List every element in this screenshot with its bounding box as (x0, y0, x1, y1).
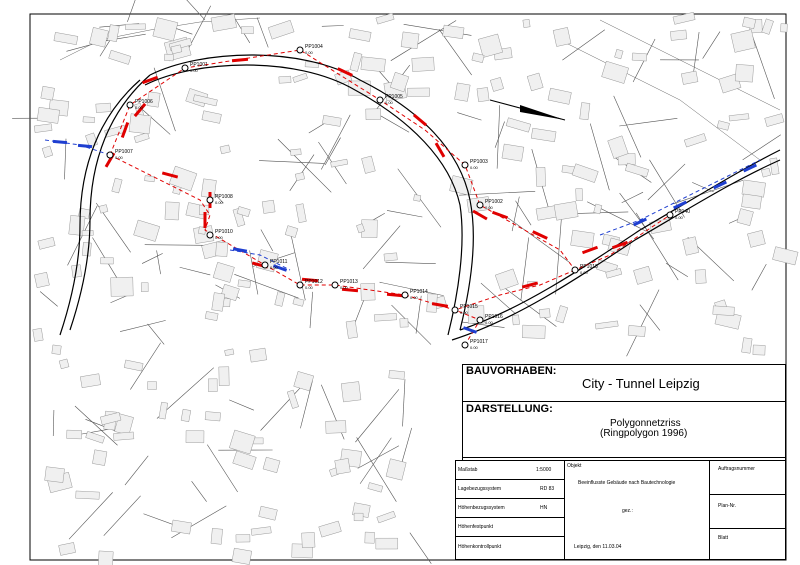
building (145, 176, 155, 182)
station-sub: 0.00 (115, 155, 123, 160)
building (539, 309, 550, 318)
building (262, 200, 275, 213)
building (512, 315, 519, 325)
building (361, 57, 386, 72)
building (82, 242, 91, 256)
building (279, 76, 291, 83)
building (753, 345, 765, 355)
station-sub: 0.00 (460, 310, 468, 315)
station-label: PP140 (675, 209, 691, 215)
blatt-label: Blatt (718, 535, 729, 541)
station-circle (477, 202, 483, 208)
station-circle (207, 197, 213, 203)
building (232, 548, 252, 564)
building (384, 253, 397, 261)
building (523, 19, 530, 27)
building (376, 538, 398, 549)
building (361, 283, 375, 300)
station-sub: 0.00 (215, 200, 223, 205)
station-label: PP1002 (485, 199, 503, 205)
station-sub: 0.00 (410, 295, 418, 300)
building (45, 467, 65, 483)
building (389, 370, 405, 379)
building (141, 283, 148, 292)
hoehen-value: HN (540, 505, 548, 511)
building (129, 114, 151, 134)
station-label: PP1011 (270, 259, 288, 265)
station-label: PP1018 (580, 264, 598, 270)
building (713, 306, 735, 316)
station-sub: 0.00 (215, 235, 223, 240)
building (735, 64, 753, 82)
station-sub: 0.00 (340, 285, 348, 290)
building (186, 431, 204, 443)
building (302, 532, 315, 547)
building (125, 24, 145, 30)
station-label: PP1013 (340, 279, 358, 285)
building (632, 53, 647, 61)
building (781, 24, 788, 32)
building (165, 202, 179, 220)
building (52, 345, 62, 355)
station-label: PP1003 (470, 159, 488, 165)
station-label: PP1001 (190, 62, 208, 68)
building (113, 432, 133, 441)
objekt-value: Beeinflusste Gebäude nach Bautechnologie (578, 480, 676, 486)
building (236, 534, 250, 542)
station-label: PP1007 (115, 149, 133, 155)
station-sub: 0.00 (135, 105, 143, 110)
station-circle (297, 47, 303, 53)
building (82, 230, 93, 235)
building (553, 27, 571, 46)
station-circle (462, 162, 468, 168)
building (290, 149, 301, 156)
bauvorhaben-label: BAUVORHABEN: (466, 365, 557, 377)
building (412, 57, 435, 72)
building (401, 32, 419, 49)
station-label: PP1008 (215, 194, 233, 200)
station-circle (207, 232, 213, 238)
building (99, 205, 108, 214)
building (695, 269, 706, 283)
station-label: PP1016 (485, 314, 503, 320)
building (374, 313, 397, 321)
building (670, 30, 687, 41)
building (205, 412, 221, 422)
building (33, 328, 43, 341)
building (34, 272, 49, 287)
darstellung-line1: Polygonnetzriss (610, 418, 681, 429)
building (92, 450, 107, 466)
station-label: PP1014 (410, 289, 428, 295)
station-circle (667, 212, 673, 218)
station-label: PP1015 (460, 304, 478, 310)
building (742, 194, 762, 209)
building (455, 83, 471, 102)
station-circle (297, 282, 303, 288)
building (522, 325, 545, 338)
building (147, 382, 156, 390)
station-circle (127, 102, 133, 108)
building (502, 144, 524, 161)
building (212, 293, 225, 312)
building (335, 458, 351, 474)
lage-value: RD 83 (540, 486, 555, 492)
station-circle (107, 152, 113, 158)
station-circle (332, 282, 338, 288)
building (216, 242, 228, 257)
building (366, 109, 381, 120)
station-circle (262, 262, 268, 268)
building (111, 277, 134, 296)
ort-datum: Leipzig, den 11.03.04 (574, 544, 622, 550)
building (365, 532, 375, 543)
darstellung-line2: (Ringpolygon 1996) (600, 428, 688, 439)
building (554, 201, 578, 220)
building (83, 117, 95, 123)
station-label: PP1004 (305, 44, 323, 50)
building (326, 421, 347, 434)
lage-label: Lagebezugssystem (458, 486, 502, 492)
building (576, 189, 583, 201)
hoehenfest-label: Höhenfestpunkt (458, 524, 494, 530)
building (407, 88, 429, 97)
building (98, 551, 113, 565)
station-sub: 0.00 (385, 100, 393, 105)
building (400, 319, 408, 328)
auftrag-label: Auftragsnummer (718, 466, 755, 472)
station-label: PP1017 (470, 339, 488, 345)
building (536, 167, 546, 186)
station-circle (402, 292, 408, 298)
station-sub: 0.00 (305, 50, 313, 55)
plan-cell (709, 494, 786, 529)
gez-label: gez.: (622, 508, 633, 514)
station-circle (182, 65, 188, 71)
massstab-label: Maßstab (458, 467, 478, 473)
massstab-value: 1:5000 (536, 467, 552, 473)
station-sub: 0.00 (485, 320, 493, 325)
station-sub: 0.00 (470, 345, 478, 350)
building (742, 338, 753, 354)
building (628, 325, 645, 336)
building (76, 491, 100, 499)
station-label: PP1012 (305, 279, 323, 285)
building (238, 280, 251, 288)
station-sub: 0.00 (305, 285, 313, 290)
station-circle (377, 97, 383, 103)
building (413, 195, 420, 202)
building (477, 87, 489, 101)
building (164, 54, 173, 61)
station-sub: 0.00 (190, 68, 198, 73)
building (101, 258, 114, 264)
station-sub: 0.00 (580, 270, 588, 275)
building (580, 103, 590, 120)
building (354, 513, 363, 521)
building (249, 348, 266, 362)
station-label: PP1010 (215, 229, 233, 235)
station-label: PP1005 (385, 94, 403, 100)
station-sub: 0.00 (675, 215, 683, 220)
station-label: PP1006 (135, 99, 153, 105)
station-sub: 0.00 (485, 205, 493, 210)
hoehenkontroll-label: Höhenkontrollpunkt (458, 544, 502, 550)
station-circle (462, 342, 468, 348)
station-circle (452, 307, 458, 313)
station-circle (572, 267, 578, 273)
building (96, 103, 111, 112)
building (571, 230, 595, 248)
building (341, 382, 361, 402)
building (67, 430, 82, 439)
plan-label: Plan-Nr. (718, 503, 737, 509)
building (211, 528, 223, 544)
station-sub: 0.00 (270, 265, 278, 270)
station-circle (477, 317, 483, 323)
traverse-marker (204, 212, 207, 228)
darstellung-label: DARSTELLUNG: (466, 403, 553, 415)
project-title: City - Tunnel Leipzig (582, 376, 700, 391)
building (241, 27, 253, 34)
hoehen-label: Höhenbezugssystem (458, 505, 505, 511)
station-sub: 0.00 (470, 165, 478, 170)
building (41, 86, 55, 100)
building (219, 367, 229, 386)
objekt-label: Objekt (567, 463, 582, 469)
building (37, 107, 60, 123)
building (208, 379, 217, 392)
